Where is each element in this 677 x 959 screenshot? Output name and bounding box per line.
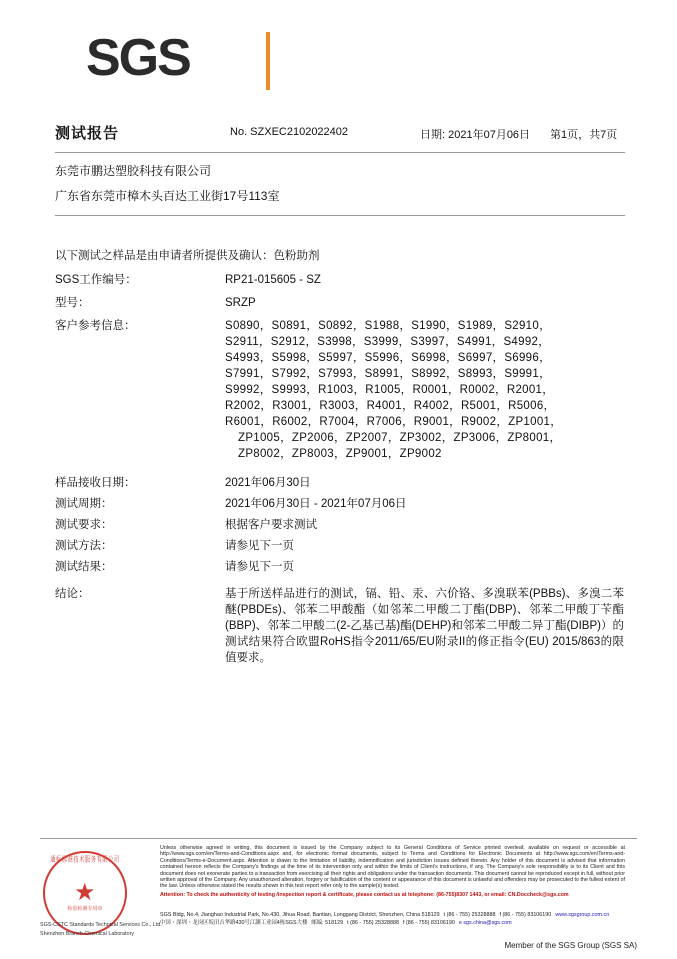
divider-top bbox=[55, 152, 625, 153]
detail-row-received-date bbox=[55, 475, 630, 491]
detail-label: 结论： bbox=[55, 588, 90, 600]
detail-row-test-result bbox=[55, 559, 630, 575]
footer-fax-en: f (86 - 755) 83106190 bbox=[499, 912, 552, 918]
footer-tel-en: t (86 - 755) 25328888 bbox=[443, 912, 496, 918]
detail-label: 测试周期： bbox=[55, 498, 113, 510]
reference-line: S4993，S5998，S5997，S5996，S6998，S6997，S6996， bbox=[225, 352, 551, 364]
divider-middle bbox=[55, 215, 625, 216]
divider-footer bbox=[40, 838, 637, 839]
footer-website[interactable]: www.sgsgroup.com.cn bbox=[555, 912, 610, 918]
conclusion-text: 基于所送样品进行的测试，镉、铅、汞、六价铬、多溴联苯(PBBs)、多溴二苯醚(PBDEs)、邻苯二甲酸酯（如邻苯二甲酸二丁酯(DBP)、邻苯二甲酸丁苄酯(BBP)、邻苯二甲酸二(2-乙基己基)酯(DEHP)和邻苯二甲酸二异丁酯(DIBP)）的测试结果符合欧盟RoHS指令2011/65/EU附录II的修正指令(EU) 2015/863的限值要求。 bbox=[225, 588, 624, 664]
footer-address-cn-line bbox=[160, 920, 630, 928]
detail-label: 测试结果： bbox=[55, 561, 113, 573]
stamp-subtitle-line1: SGS-CSTC Standards Technical Services Co., Ltd. bbox=[40, 922, 162, 928]
detail-label: 样品接收日期： bbox=[55, 477, 136, 489]
sgs-logo-accent-bar bbox=[266, 32, 270, 90]
detail-row-test-method bbox=[55, 538, 630, 554]
reference-line: ZP1005，ZP2006，ZP2007，ZP3002，ZP3006，ZP8001， bbox=[238, 432, 562, 444]
page-indicator: 第1页，共7页 bbox=[550, 129, 618, 141]
detail-list bbox=[55, 272, 630, 673]
footer-address-cn: 中国・深圳・龙岗区坂田吉华路430号江灏工业园4栋SGS大楼 bbox=[160, 919, 308, 926]
report-header-row bbox=[55, 122, 625, 146]
report-date: 日期: 2021年07月06日 bbox=[420, 129, 531, 141]
reference-line: S0890，S0891，S0892，S1988，S1990，S1989，S2910， bbox=[225, 320, 551, 332]
reference-line: S9992，S9993，R1003，R1005，R0001，R0002，R2001， bbox=[225, 384, 555, 396]
detail-label: 测试要求： bbox=[55, 519, 113, 531]
customer-reference-list bbox=[225, 318, 630, 462]
stamp-mid-text: 检验检测专用章 bbox=[67, 906, 103, 912]
detail-value: SRZP bbox=[225, 297, 256, 309]
detail-value: 请参见下一页 bbox=[225, 540, 294, 552]
sgs-group-member-note: Member of the SGS Group (SGS SA) bbox=[504, 941, 637, 950]
detail-row-test-requirement bbox=[55, 517, 630, 533]
reference-line: S7991，S7992，S7993，S8991，S8992，S8993，S9991， bbox=[225, 368, 551, 380]
footer-fax-cn: f (86 - 755) 83106190 bbox=[403, 919, 455, 926]
detail-row-job-no bbox=[55, 272, 630, 288]
detail-value: 根据客户要求测试 bbox=[225, 519, 317, 531]
reference-line: R2002，R3001，R3003，R4001，R4002，R5001，R5006， bbox=[225, 400, 556, 412]
authenticity-notice[interactable]: Attention: To check the authenticity of testing /inspection report & certificate, please contact us at telephone: (86-755)8307 1443, or email: CN.Doccheck@sgs.com bbox=[160, 891, 569, 898]
detail-row-test-period bbox=[55, 496, 630, 512]
reference-line: ZP8002，ZP8003，ZP9001，ZP9002 bbox=[238, 448, 442, 460]
footer-address-block bbox=[160, 912, 630, 927]
detail-label: 型号： bbox=[55, 297, 90, 309]
detail-row-model bbox=[55, 295, 630, 311]
official-stamp bbox=[40, 848, 162, 938]
footer-zip-cn: 邮编: 518129 bbox=[311, 919, 344, 926]
sample-statement: 以下测试之样品是由申请者所提供及确认：色粉助剂 bbox=[55, 250, 320, 262]
page-title: 测试报告 bbox=[55, 125, 120, 142]
footer-tel-cn: t (86 - 755) 25328888 bbox=[347, 919, 399, 926]
detail-value: RP21-015605 - SZ bbox=[225, 274, 321, 286]
sgs-logo-text: SGS bbox=[86, 29, 190, 87]
legal-text: Unless otherwise agreed in writing, this document is issued by the Company subject to its General Conditions of Service printed overleaf, available on request or accessible at http://www.sgs.com/en/Terms-and-Conditions.aspx and, for electronic format documents, subject to Terms and Conditions for Electronic Documents at http://www.sgs.com/en/Terms-and-Conditions/Terms-e-Document.aspx. Attention is drawn to the limitation of liability, indemnification and jurisdiction issues defined therein. Any holder of this document is advised that information contained hereon reflects the Company's findings at the time of its intervention only and within the limits of Client's instructions, if any. The Company's sole responsibility is to its Client and this document does not exonerate parties to a transaction from exercising all their rights and obligations under the transaction documents. This document cannot be reproduced except in full, without prior written approval of the Company. Any unauthorized alteration, forgery or falsification of the content or appearance of this document is unlawful and offenders may be prosecuted to the fullest extent of the law. Unless otherwise stated the results shown in this test report refer only to the sample(s) tested. bbox=[160, 845, 625, 890]
company-address: 广东省东莞市樟木头百达工业街17号113室 bbox=[55, 189, 280, 203]
detail-label: 测试方法： bbox=[55, 540, 113, 552]
stamp-top-text: 通标标准技术服务有限公司 bbox=[50, 856, 120, 865]
report-number: No. SZXEC2102022402 bbox=[230, 126, 349, 138]
reference-line: R6001，R6002，R7004，R7006，R9001，R9002，ZP1001， bbox=[225, 416, 563, 428]
detail-label: SGS工作编号： bbox=[55, 274, 137, 286]
detail-label: 客户参考信息： bbox=[55, 320, 136, 332]
star-icon: ★ bbox=[74, 879, 96, 906]
reference-line: S2911，S2912，S3998，S3999，S3997，S4991，S4992， bbox=[225, 336, 551, 348]
stamp-subtitle-line2: Shenzhen Branch Chemical Laboratory bbox=[40, 931, 135, 937]
sgs-logo bbox=[86, 30, 286, 92]
legal-disclaimer bbox=[160, 845, 625, 898]
detail-row-conclusion bbox=[55, 586, 630, 666]
detail-value: 请参见下一页 bbox=[225, 561, 294, 573]
detail-value: 2021年06月30日 - 2021年07月06日 bbox=[225, 498, 407, 510]
footer-address-en-line bbox=[160, 912, 630, 920]
footer-address-en: SGS Bldg, No.4, Jianghao Industrial Park, No.430, Jihua Road, Bantian, Longgang District, Shenzhen, China 518129 bbox=[160, 912, 440, 918]
detail-value: 2021年06月30日 bbox=[225, 477, 311, 489]
detail-row-customer-reference bbox=[55, 318, 630, 462]
footer-email[interactable]: e sgs.china@sgs.com bbox=[458, 919, 512, 926]
company-name: 东莞市鹏达塑胶科技有限公司 bbox=[55, 164, 212, 178]
